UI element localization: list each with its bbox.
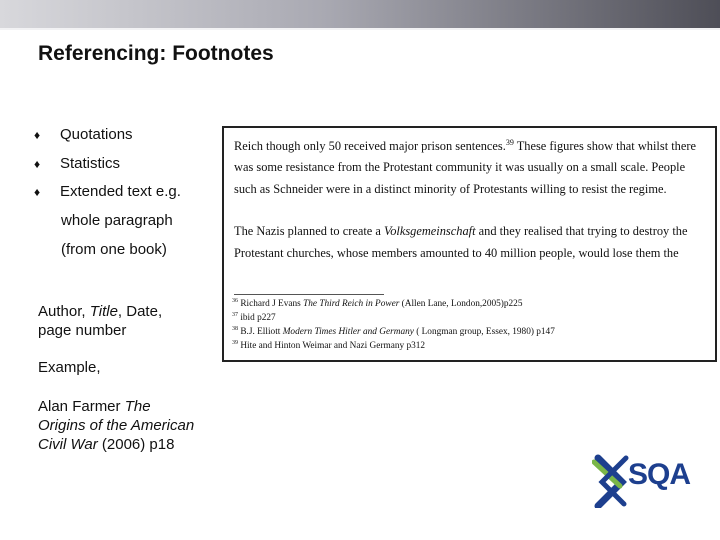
example-title: The: [124, 398, 151, 415]
excerpt-line: The Nazis planned to create a Volksgemeinschaft and they realised that trying to destroy the: [234, 224, 688, 238]
footnote: $^{36}$ Richard J Evans The Third Reich in Power (Allen Lane, London,2005)p225: [232, 298, 523, 310]
sqa-logo-text: SQA: [628, 458, 691, 491]
bullet-continuation: (from one book): [61, 241, 167, 258]
excerpt-line: Reich though only 50 received major prison sentences.$^{39}$ These figures show that whilst there: [234, 138, 696, 154]
example-author: Alan Farmer: [38, 398, 125, 415]
diamond-bullet-icon: ♦: [34, 128, 41, 142]
format-rest: , Date,: [117, 303, 163, 320]
excerpt-image: [222, 126, 717, 362]
bullet-text: Statistics: [60, 155, 121, 172]
header-band: [0, 0, 720, 30]
bullet-continuation: whole paragraph: [61, 212, 173, 229]
bullet-text: Quotations: [60, 126, 133, 143]
reference-format: [38, 302, 218, 340]
excerpt-line: Protestant churches, whose members amounted to 40 million people, would lose them the: [234, 246, 679, 260]
footnote: $^{39}$ Hite and Hinton Weimar and Nazi Germany p312: [232, 340, 426, 352]
excerpt-line: was some resistance from the Protestant community it was usually on a small scale. People: [234, 160, 686, 174]
example-label: Example,: [38, 359, 101, 376]
diamond-bullet-icon: ♦: [34, 157, 41, 171]
slide-title: Referencing: Footnotes: [38, 42, 274, 65]
footnote: $^{38}$ B.J. Elliott Modern Times Hitler and Germany ( Longman group, Essex, 1980) p147: [232, 326, 555, 338]
footnote-divider: [234, 294, 384, 295]
format-page: page number: [38, 322, 127, 339]
footnote: $^{37}$ ibid p227: [232, 312, 276, 324]
bullet-text: Extended text e.g.: [60, 183, 181, 200]
excerpt-line: such as Schneider were in a distinct minority of Protestants willing to resist the regime.: [234, 182, 667, 196]
example-title: Civil War: [38, 436, 98, 453]
example-date-page: (2006) p18: [97, 436, 175, 453]
format-title: Title: [89, 303, 118, 320]
diamond-bullet-icon: ♦: [34, 185, 41, 199]
format-author: Author,: [38, 303, 90, 320]
example-reference: [38, 397, 238, 454]
example-title: Origins of the American: [38, 417, 195, 434]
